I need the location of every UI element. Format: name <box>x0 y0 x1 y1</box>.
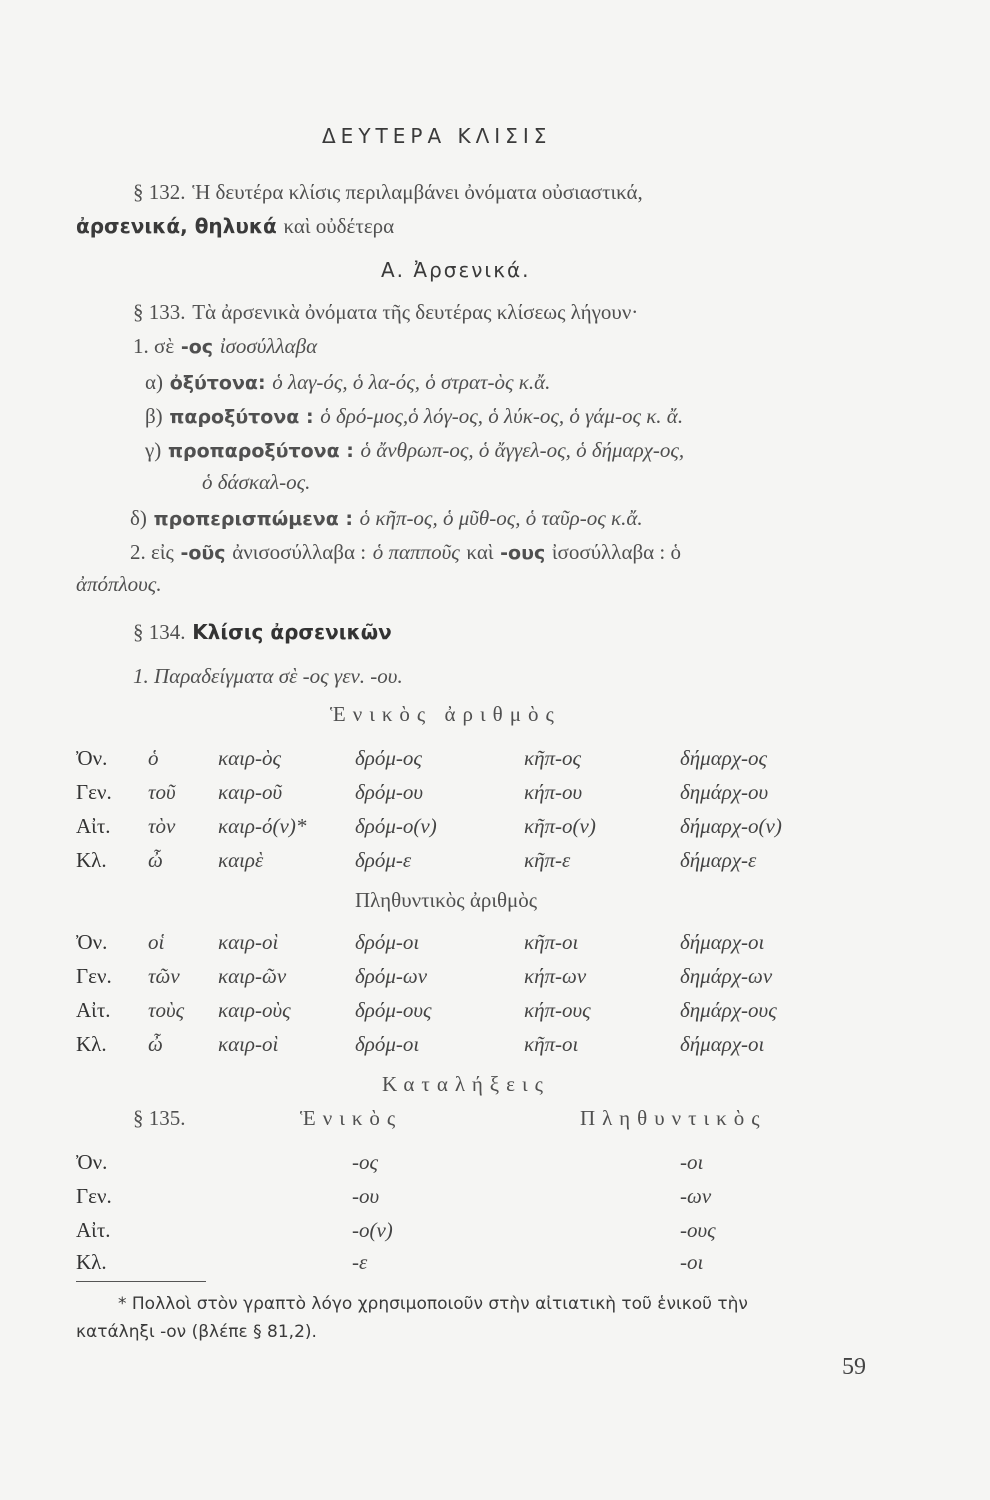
case-label: Κλ. <box>76 1032 107 1056</box>
case-label: Κλ. <box>76 1250 107 1274</box>
p135-plural: Πληθυντικὸς <box>580 1106 767 1130</box>
ending-bold: -οῦς <box>180 542 226 564</box>
ending: -οι <box>680 1250 704 1274</box>
case-label: Κλ. <box>76 848 107 872</box>
form: καιρ-οὺς <box>218 998 291 1022</box>
plural-heading: Πληθυντικὸς ἀριθμὸς <box>355 888 538 912</box>
article: οἱ <box>148 930 165 954</box>
article: ὁ <box>148 746 159 770</box>
ending: -ο(ν) <box>352 1218 393 1242</box>
form: δρόμ-ος <box>355 746 422 770</box>
singular-heading: Ἑνικὸς ἀριθμὸς <box>330 702 561 726</box>
endings-heading: Καταλήξεις <box>382 1072 550 1096</box>
form: κῆπ-ε <box>524 848 571 872</box>
p132-line1 <box>133 180 643 205</box>
item-italic: ὁ παπποῦς <box>372 540 460 564</box>
case-label: Αἰτ. <box>76 998 111 1022</box>
footnote-line2: κατάληξι -ον (βλέπε § 81,2). <box>76 1322 317 1342</box>
article: ὦ <box>148 1032 163 1056</box>
sub-label: α) <box>145 370 163 394</box>
item-text: καὶ <box>466 540 494 564</box>
item-italic: ἰσοσύλλαβα <box>219 334 318 358</box>
form: δρόμ-οι <box>355 1032 420 1056</box>
ending: -οι <box>680 1150 704 1174</box>
form: δρόμ-ους <box>355 998 432 1022</box>
form: κῆπ-οι <box>524 1032 579 1056</box>
section-number: § 134. <box>133 620 186 644</box>
ending: -ους <box>680 1218 716 1242</box>
form: καιρ-οὶ <box>218 1032 279 1056</box>
ending: -ου <box>352 1184 380 1208</box>
p133-item-c <box>145 438 684 463</box>
sub-bold: ὀξύτονα: <box>169 372 266 394</box>
form: κήπ-ων <box>524 964 587 988</box>
p133-line1 <box>133 300 638 325</box>
sub-label: δ) <box>130 506 147 530</box>
case-label: Ὀν. <box>76 1150 108 1174</box>
form: δρόμ-οι <box>355 930 420 954</box>
case-label: Αἰτ. <box>76 1218 111 1242</box>
sub-example: ὁ λαγ-ός, ὁ λα-ός, ὁ στρατ-ὸς κ.ἄ. <box>272 370 551 394</box>
case-label: Γεν. <box>76 1184 112 1208</box>
article: ὦ <box>148 848 163 872</box>
sub-label: β) <box>145 404 163 428</box>
p133-text: Τὰ ἀρσενικὰ ὀνόματα τῆς δευτέρας κλίσεως λήγουν· <box>192 300 639 324</box>
section-number: § 133. <box>133 300 186 324</box>
p133-item2-cont: ἀπόπλους. <box>76 572 162 596</box>
ending-bold: -ους <box>500 542 546 564</box>
case-label: Γεν. <box>76 964 112 988</box>
p132-bold: ἀρσενικά, θηλυκά <box>76 214 277 238</box>
section-a-heading: Α. Ἀρσενικά. <box>381 258 531 282</box>
sub-example: ὁ δρό-μος,ὁ λόγ-ος, ὁ λύκ-ος, ὁ γάμ-ος κ. ἄ. <box>320 404 684 428</box>
form: καιρὲ <box>218 848 264 872</box>
p133-item-a <box>145 370 550 395</box>
p133-item-d <box>130 506 643 531</box>
form: δρόμ-ου <box>355 780 424 804</box>
sub-label: γ) <box>145 438 162 462</box>
form: καιρ-οῦ <box>218 780 283 804</box>
case-label: Ὀν. <box>76 746 108 770</box>
form: δρόμ-ε <box>355 848 412 872</box>
form: κῆπ-ος <box>524 746 582 770</box>
form: δήμαρχ-ος <box>680 746 768 770</box>
article: τοῦ <box>148 780 176 804</box>
form: δήμαρχ-ε <box>680 848 757 872</box>
case-label: Γεν. <box>76 780 112 804</box>
p132-text: Ἡ δευτέρα κλίσις περιλαμβάνει ὀνόματα οὐσιαστικά, <box>192 180 643 204</box>
case-label: Ὀν. <box>76 930 108 954</box>
page-title: ΔΕΥΤΕΡΑ ΚΛΙΣΙΣ <box>322 124 552 148</box>
form: καιρ-ό(ν)* <box>218 814 307 838</box>
form: κῆπ-οι <box>524 930 579 954</box>
case-label: Αἰτ. <box>76 814 111 838</box>
p133-item1 <box>133 334 317 359</box>
p135-number: § 135. <box>133 1106 186 1130</box>
article: τῶν <box>148 964 180 988</box>
sub-bold: παροξύτονα : <box>169 406 314 428</box>
footnote-line1: * Πολλοὶ στὸν γραπτὸ λόγο χρησιμοποιοῦν στὴν αἰτιατικὴ τοῦ ἑνικοῦ τὴν <box>118 1294 748 1314</box>
item-number: 1. σὲ <box>133 334 175 358</box>
sub-bold: προπαροξύτονα : <box>167 440 354 462</box>
form: δημάρχ-ους <box>680 998 777 1022</box>
ending: -ε <box>352 1250 368 1274</box>
form: δρόμ-ο(ν) <box>355 814 437 838</box>
p134-line <box>133 620 392 645</box>
p132-rest: καὶ οὐδέτερα <box>283 214 395 238</box>
p133-item-c-cont: ὁ δάσκαλ-ος. <box>202 470 311 494</box>
form: δρόμ-ων <box>355 964 428 988</box>
item-number: 2. εἰς <box>130 540 174 564</box>
sub-example: ὁ κῆπ-ος, ὁ μῦθ-ος, ὁ ταῦρ-ος κ.ἄ. <box>359 506 643 530</box>
form: δήμαρχ-ο(ν) <box>680 814 782 838</box>
page-number: 59 <box>842 1354 866 1380</box>
form: καιρ-ὸς <box>218 746 282 770</box>
ending-bold: -ος <box>180 336 214 358</box>
form: καιρ-οὶ <box>218 930 279 954</box>
sub-bold: προπερισπώμενα : <box>153 508 353 530</box>
section-number: § 132. <box>133 180 186 204</box>
ending: -ων <box>680 1184 712 1208</box>
item-text: ἀνισοσύλλαβα : <box>232 540 367 564</box>
form: δημάρχ-ου <box>680 780 769 804</box>
ending: -ος <box>352 1150 379 1174</box>
form: δήμαρχ-οι <box>680 930 765 954</box>
footnote-rule <box>76 1281 206 1282</box>
form: κήπ-ου <box>524 780 583 804</box>
p134-sub: 1. Παραδείγματα σὲ -ος γεν. -ου. <box>133 664 403 688</box>
form: κήπ-ους <box>524 998 591 1022</box>
article: τοὺς <box>148 998 185 1022</box>
sub-example: ὁ ἄνθρωπ-ος, ὁ ἄγγελ-ος, ὁ δήμαρχ-ος, <box>360 438 685 462</box>
form: κῆπ-ο(ν) <box>524 814 596 838</box>
form: δημάρχ-ων <box>680 964 773 988</box>
p133-item2 <box>130 540 681 565</box>
item-text: ἰσοσύλλαβα : ὁ <box>551 540 681 564</box>
p133-item-b <box>145 404 683 429</box>
p132-line2 <box>76 214 394 239</box>
p135-singular: Ἑνικὸς <box>300 1106 403 1130</box>
p134-bold: Κλίσις ἀρσενικῶν <box>192 620 392 644</box>
article: τὸν <box>148 814 176 838</box>
form: καιρ-ῶν <box>218 964 287 988</box>
form: δήμαρχ-οι <box>680 1032 765 1056</box>
